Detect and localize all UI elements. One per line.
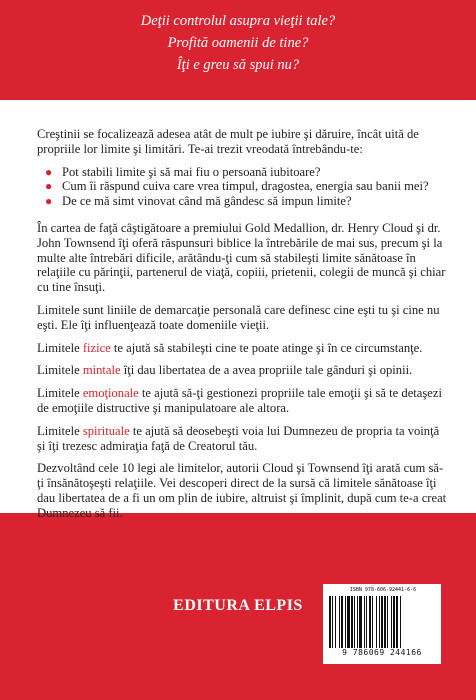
barcode-stripe [366, 596, 367, 648]
tagline-questions [0, 10, 476, 76]
keyword-spirituale: spirituale [82, 423, 130, 438]
barcode-stripe [341, 596, 343, 648]
bullet-icon: ● [45, 194, 53, 209]
barcode-stripe [387, 596, 388, 648]
keyword-fizice: fizice [82, 340, 111, 355]
barcode-stripe [351, 596, 353, 648]
keyword-emotionale: emoţionale [82, 386, 139, 401]
barcode-stripe [396, 596, 398, 648]
question-2: Profită oamenii de tine? [167, 35, 309, 51]
mental-limits-paragraph: Limitele mintale îţi dau libertatea de a avea propriile tale gânduri şi opinii. [37, 363, 413, 378]
barcode-stripe [381, 596, 383, 648]
barcode-stripe [391, 596, 392, 648]
bullet-icon: ● [45, 164, 53, 179]
barcode-stripe [359, 596, 362, 648]
question-3: Îţi e greu să spui nu? [176, 57, 300, 73]
bullet-icon: ● [45, 179, 53, 194]
barcode-stripe [357, 596, 358, 648]
barcode-stripe [393, 596, 395, 648]
award-paragraph: În cartea de faţă câştigătoare a premiului Gold Medallion, dr. Henry Cloud şi dr. John Townsend îţi oferă răspunsuri biblice la întrebările de mai sus, precum şi la multe alte întrebări dificile, arătându-ţi cum să stabileşti limite sănătoase în relaţiile cu părinţii, partenerul de viaţă, copiii, prietenii, colegii de muncă şi chiar cu tine însuţi. [37, 220, 446, 295]
barcode-stripe [339, 596, 340, 648]
keyword-mintale: mintale [82, 363, 121, 378]
barcode-stripe [369, 596, 371, 648]
list-item: ● Pot stabili limite şi să mai fiu o persoană iubitoare? [45, 164, 321, 179]
emotional-limits-paragraph: Limitele emoţionale te ajută să-ţi gestionezi propriile tale emoţii şi să te detaşezi de emoţiile distructive şi manipulatoare ale altora. [37, 386, 442, 415]
barcode-stripe [364, 596, 365, 648]
publisher-name: EDITURA ELPIS [173, 597, 303, 614]
intro-paragraph: Creştinii se focalizează adesea atât de mult pe iubire şi dăruire, încât uită de propriile lor limite şi limitări. Te-ai trezit vreodată întrebându-te: [37, 127, 419, 156]
barcode-bars [329, 596, 435, 648]
barcode-stripe [384, 596, 386, 648]
barcode-stripe [347, 596, 350, 648]
barcode-stripe [335, 596, 336, 648]
closing-paragraph: Dezvoltând cele 10 legi ale limitelor, autorii Cloud şi Townsend îţi arată cum să-ţi însănătoşeşti relaţiile. Vei descoperi direct de la sursă că limitele sănătoase îţi dau libertatea de a fi un om plin de iubire, altruist şi împlinit, după cum te-a creat Dumnezeu să fii. [37, 461, 447, 520]
back-cover-text [37, 127, 447, 529]
barcode-stripe [372, 596, 373, 648]
list-item: ● De ce mă simt vinovat când mă gândesc să impun limite? [45, 194, 352, 209]
barcode-stripe [332, 596, 333, 648]
barcode-stripe [400, 596, 401, 648]
barcode-stripe [345, 596, 346, 648]
isbn-label: ISBN 978-606-92441-6-6 [349, 587, 417, 593]
physical-limits-paragraph: Limitele fizice te ajută să stabileşti cine te poate atinge şi în ce circumstanţe. [37, 340, 423, 355]
barcode-stripe [354, 596, 355, 648]
limits-definition-paragraph: Limitele sunt liniile de demarcaţie personală care definesc cine eşti tu şi cine nu eşti. Ele îţi influenţează toate domeniile vieţii. [37, 302, 440, 332]
question-1: Deţii controlul asupra vieţii tale? [140, 13, 336, 29]
question-list [37, 165, 447, 209]
isbn-barcode [323, 584, 441, 664]
barcode-digits: 9 786069 244166 [342, 648, 422, 657]
barcode-stripe [376, 596, 377, 648]
barcode-stripe [329, 596, 331, 648]
spiritual-limits-paragraph: Limitele spirituale te ajută să deosebeşti voia lui Dumnezeu de propria ta voinţă şi îţi trezesc admiraţia faţă de Creatorul tău. [37, 423, 440, 453]
barcode-stripe [379, 596, 380, 648]
list-item: ● Cum îi răspund cuiva care vrea timpul, dragostea, energia sau banii mei? [45, 179, 429, 194]
